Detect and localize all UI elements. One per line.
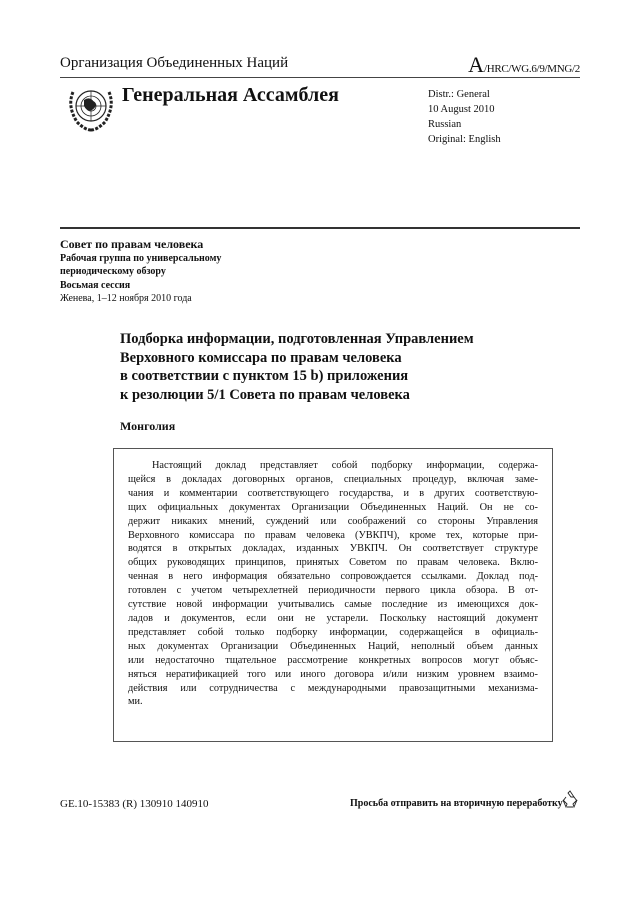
summary-paragraph <box>128 459 538 709</box>
summary-line: ми. <box>128 696 143 708</box>
organization-name: Организация Объединенных Наций <box>60 55 289 71</box>
distribution: Distr.: General <box>428 89 490 100</box>
recycle-icon <box>558 788 582 812</box>
title-line: к резолюции 5/1 Совета по правам человека <box>120 386 410 403</box>
symbol-rest: /HRC/WG.6/9/MNG/2 <box>483 63 580 75</box>
distribution-block <box>428 87 501 147</box>
summary-line: чания и комментарии соответствующего государства, и в других соответствую- <box>128 487 538 499</box>
job-number: GE.10-15383 (R) 130910 140910 <box>60 798 209 810</box>
summary-line: держит никаких мнений, суждений или соображений со стороны Управления <box>128 515 538 527</box>
summary-line: Верховного комиссара по правам человека (УВКПЧ), кроме тех, которые при- <box>128 529 538 541</box>
summary-line: или недостаточно тщательное рассмотрение конкретных вопросов могут объяс- <box>128 654 538 666</box>
summary-line: ладов и документов, если они не устарели. Поскольку настоящий документ <box>128 612 538 624</box>
working-group-line2: периодическому обзору <box>60 266 166 277</box>
summary-line: представляет собой только подборку информации, содержащейся в официаль- <box>128 626 538 638</box>
summary-line: водятся в открытых докладах, изданных УВКПЧ. Он соответствует структуре <box>128 543 538 555</box>
summary-line: няться нератификацией того или иного договора и/или низким уровнем взаимо- <box>128 668 538 680</box>
title-line: Верховного комиссара по правам человека <box>120 349 402 366</box>
summary-line: щих официальных документах Организации Объединенных Наций. Он не со- <box>128 501 538 513</box>
summary-line: сутствие новой информации учитывались самые последние из имеющихся док- <box>128 599 538 611</box>
summary-line: действия или сотрудничества с международными правозащитными механизма- <box>128 682 538 694</box>
council-block <box>60 238 221 306</box>
assembly-name: Генеральная Ассамблея <box>122 84 339 106</box>
title-line: Подборка информации, подготовленная Управлением <box>120 331 474 347</box>
summary-line: щейся в докладах договорных органов, специальных процедур, включая заме- <box>128 473 538 485</box>
date: 10 August 2010 <box>428 104 495 115</box>
original-language: Original: English <box>428 134 501 145</box>
recycle-note: Просьба отправить на вторичную переработку <box>350 798 563 809</box>
council-name: Совет по правам человека <box>60 237 204 251</box>
section-rule <box>60 227 580 229</box>
language: Russian <box>428 119 462 130</box>
location-dates: Женева, 1–12 ноября 2010 года <box>60 293 192 304</box>
title-line: в соответствии с пунктом 15 b) приложения <box>120 368 409 384</box>
summary-line: общих руководящих принципов, принятых Советом по правам человека. Вклю- <box>128 557 538 569</box>
summary-line: ных документах Организации Объединенных Наций, неполный объем данных <box>128 640 538 652</box>
summary-line: готовлен с учетом четырехлетней периодичности первого цикла обзора. В от- <box>128 585 538 597</box>
country-name: Монголия <box>120 419 176 433</box>
session: Восьмая сессия <box>60 279 131 291</box>
document-title <box>120 330 474 404</box>
un-emblem-icon <box>64 82 118 132</box>
working-group-line1: Рабочая группа по универсальному <box>60 252 222 264</box>
summary-line: Настоящий доклад представляет собой подборку информации, содержа- <box>152 460 538 471</box>
symbol-prefix: A <box>468 52 484 77</box>
document-symbol <box>468 52 580 78</box>
summary-line: ченная в него информация обязательно сопровождается ссылками. Доклад под- <box>128 571 538 583</box>
header-rule <box>60 77 580 78</box>
